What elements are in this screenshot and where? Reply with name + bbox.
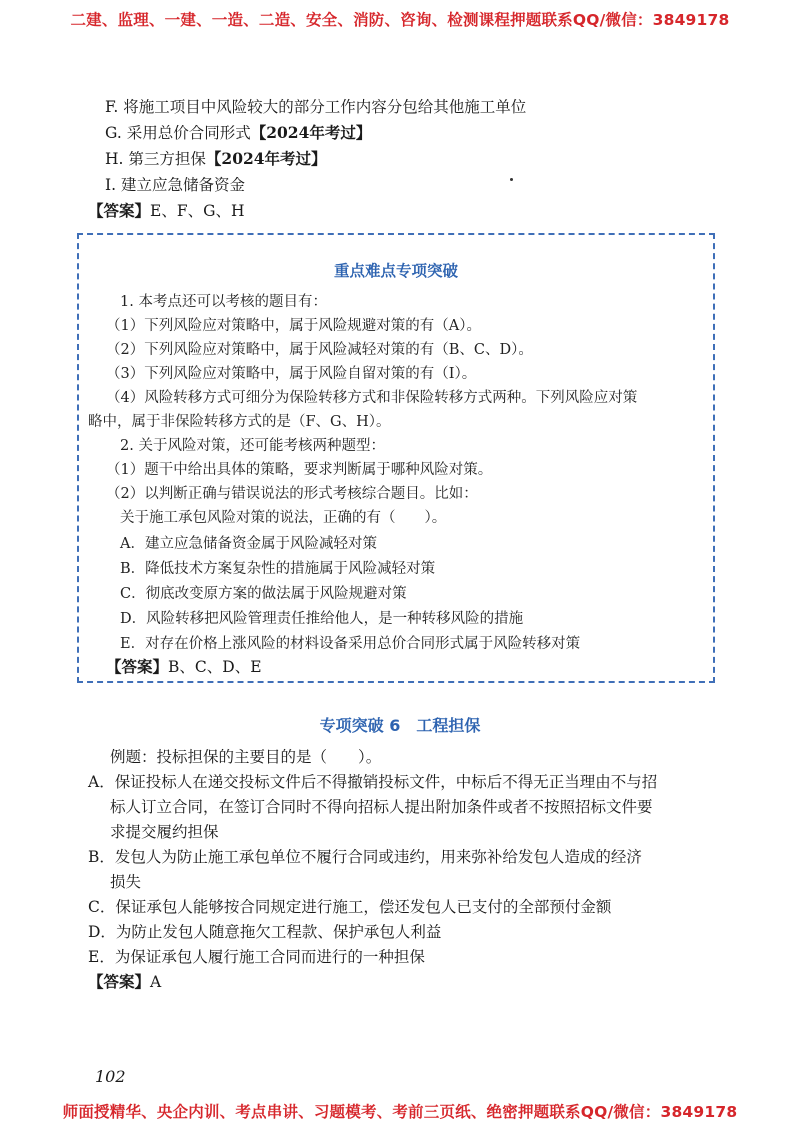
- answer-label: 【答案】: [88, 972, 151, 991]
- panel-line: （2）下列风险应对策略中，属于风险减轻对策的有（B、C、D）。: [106, 342, 533, 358]
- option-h: [105, 148, 327, 170]
- page-number: 102: [95, 1067, 126, 1086]
- panel-option: C．彻底改变原方案的做法属于风险规避对策: [120, 586, 407, 602]
- panel-option: B．降低技术方案复杂性的措施属于风险减轻对策: [120, 561, 436, 577]
- panel-option: D．风险转移把风险管理责任推给他人，是一种转移风险的措施: [120, 611, 524, 627]
- answer-value: A: [150, 973, 162, 991]
- panel-line: 1. 本考点还可以考核的题目有：: [120, 294, 327, 310]
- panel-line: （4）风险转移方式可细分为保险转移方式和非保险转移方式两种。下列风险应对策: [106, 390, 638, 406]
- panel-line: （1）题干中给出具体的策略，要求判断属于哪种风险对策。: [106, 462, 493, 478]
- question-option-cont: 求提交履约担保: [110, 823, 219, 841]
- footer-banner: 师面授精华、央企内训、考点串讲、习题模考、考前三页纸、绝密押题联系QQ/微信：3849178: [62, 1103, 738, 1121]
- panel-option: A．建立应急储备资金属于风险减轻对策: [120, 536, 377, 552]
- option-text: 建立应急储备资金: [121, 176, 246, 194]
- section-title: 专项突破 6 工程担保: [319, 716, 481, 735]
- option-letter: I.: [105, 176, 117, 194]
- option-text: 采用总价合同形式: [126, 124, 251, 142]
- question-stem: 例题：投标担保的主要目的是（ ）。: [110, 748, 382, 766]
- question-option: E．为保证承包人履行施工合同而进行的一种担保: [88, 948, 425, 966]
- question-option-cont: 标人订立合同，在签订合同时不得向招标人提出附加条件或者不按照招标文件要: [110, 798, 653, 816]
- speck-dot: [510, 178, 513, 181]
- question-option-cont: 损失: [110, 873, 142, 891]
- option-letter: G.: [105, 124, 122, 142]
- prev-answer: [88, 200, 244, 222]
- panel-line: （1）下列风险应对策略中，属于风险规避对策的有（A）。: [106, 318, 481, 334]
- question-answer: [88, 971, 161, 993]
- question-option: B．发包人为防止施工承包单位不履行合同或违约，用来弥补给发包人造成的经济: [88, 848, 642, 866]
- panel-option: E．对存在价格上涨风险的材料设备采用总价合同形式属于风险转移对策: [120, 636, 581, 652]
- answer-label: 【答案】: [106, 657, 169, 676]
- option-letter: F.: [105, 98, 119, 116]
- answer-value: E、F、G、H: [150, 202, 245, 220]
- question-option: D．为防止发包人随意拖欠工程款、保护承包人利益: [88, 923, 442, 941]
- option-g: [105, 122, 371, 144]
- panel-line: 2. 关于风险对策，还可能考核两种题型：: [120, 438, 385, 454]
- option-text: 将施工项目中风险较大的部分工作内容分包给其他施工单位: [123, 98, 527, 116]
- panel-line: 关于施工承包风险对策的说法，正确的有（ ）。: [120, 510, 447, 526]
- answer-label: 【答案】: [88, 201, 151, 220]
- answer-value: B、C、D、E: [168, 658, 262, 676]
- panel-title: 重点难点专项突破: [333, 262, 458, 280]
- option-f: [105, 96, 526, 118]
- panel-line: （2）以判断正确与错误说法的形式考核综合题目。比如：: [106, 486, 478, 502]
- option-tag: 【2024年考过】: [205, 149, 327, 168]
- option-letter: H.: [105, 150, 124, 168]
- question-option: A．保证投标人在递交投标文件后不得撤销投标文件，中标后不得无正当理由不与招: [88, 773, 658, 791]
- option-tag: 【2024年考过】: [250, 123, 372, 142]
- option-i: [105, 174, 245, 196]
- question-option: C．保证承包人能够按合同规定进行施工，偿还发包人已支付的全部预付金额: [88, 898, 612, 916]
- panel-answer: [106, 656, 262, 678]
- header-banner: 二建、监理、一建、一造、二造、安全、消防、咨询、检测课程押题联系QQ/微信：3849178: [70, 11, 730, 29]
- option-text: 第三方担保: [128, 150, 206, 168]
- panel-line: （3）下列风险应对策略中，属于风险自留对策的有（I）。: [106, 366, 477, 382]
- panel-line: 略中，属于非保险转移方式的是（F、G、H）。: [88, 414, 391, 430]
